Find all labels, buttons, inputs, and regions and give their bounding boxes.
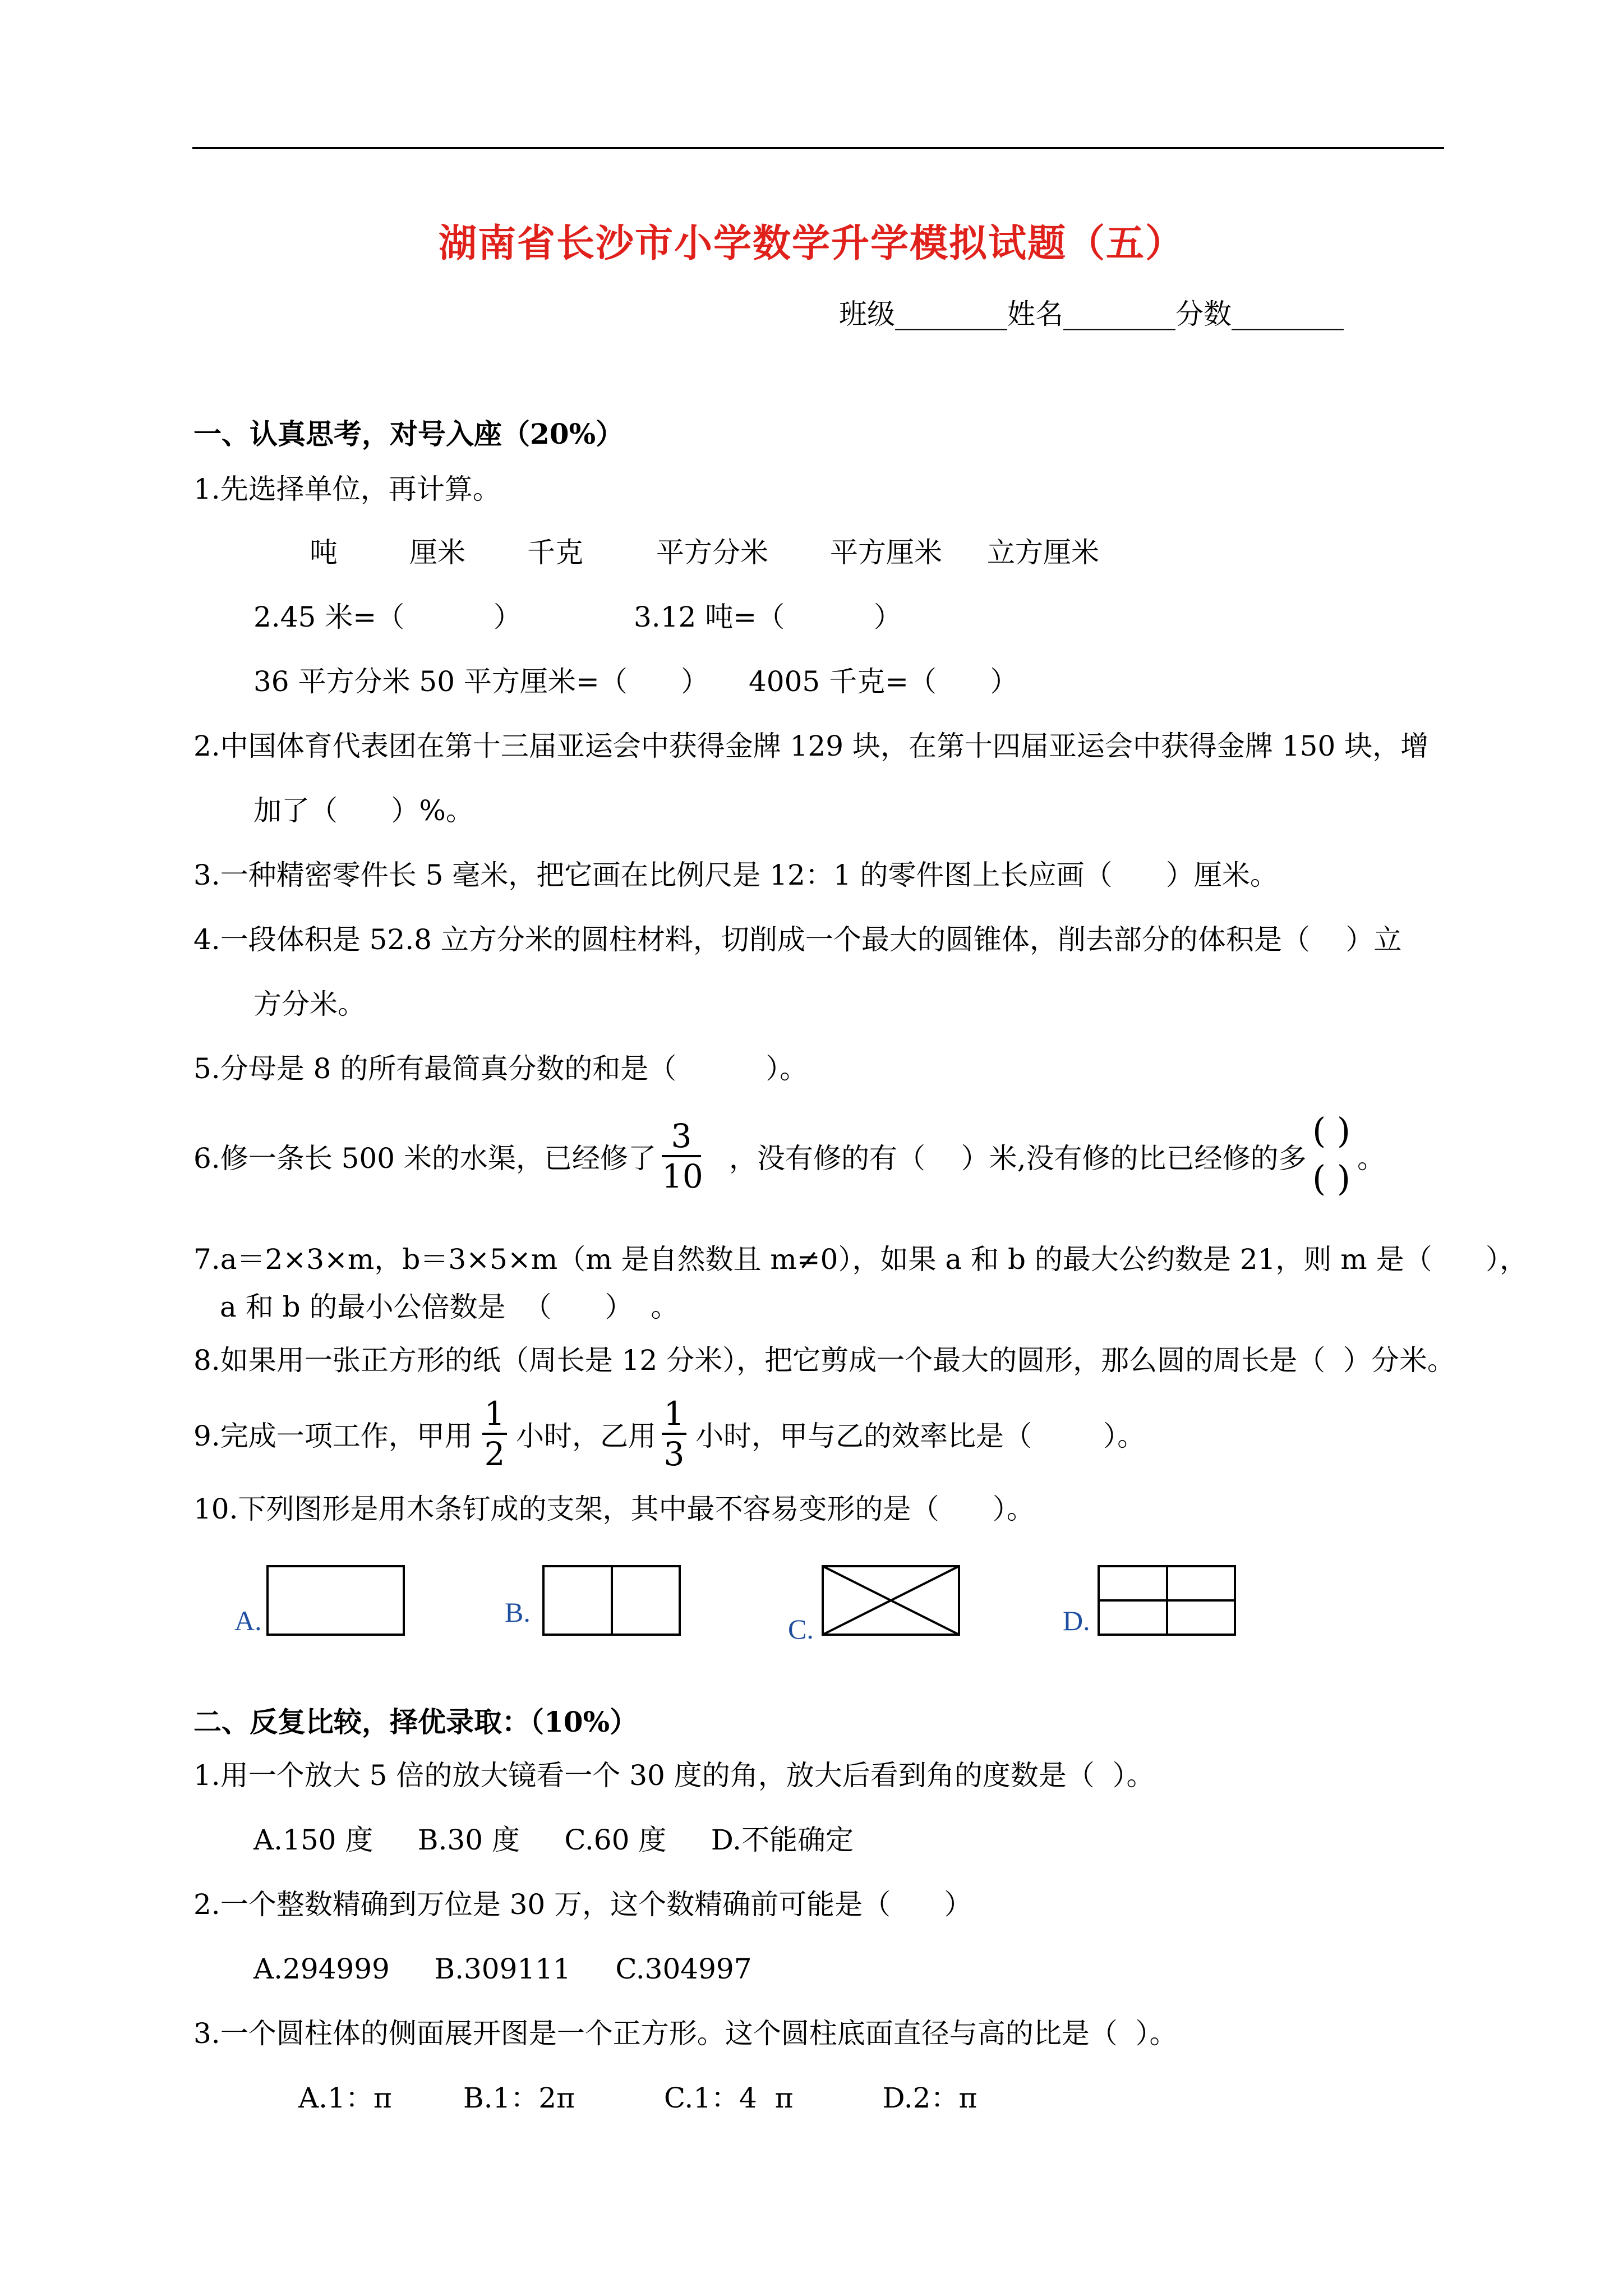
q4-line1: 4.一段体积是 52.8 立方分米的圆柱材料，切削成一个最大的圆锥体，削去部分的体积是（ ）立: [193, 923, 1402, 956]
q9-part2: 小时，乙用: [516, 1420, 656, 1452]
q2-line2: 加了（ ）%。: [253, 794, 474, 827]
figure-d-grid-rectangle: [1098, 1565, 1238, 1638]
s2-q3-options: A.1：π B.1：2π C.1：4 π D.2：π: [298, 2082, 978, 2114]
q9-fraction2-denominator: 3: [663, 1435, 685, 1473]
unit-option: 千克: [527, 536, 583, 569]
q1-stem: 1.先选择单位，再计算。: [193, 473, 501, 505]
q6-paren-bottom: ( ): [1312, 1158, 1351, 1199]
option-label-c: C.: [788, 1613, 814, 1645]
s2-q1: 1.用一个放大 5 倍的放大镜看一个 30 度的角，放大后看到角的度数是（ ）。: [193, 1759, 1155, 1792]
q6-part2: ，没有修的有（ ）米,没有修的比已经修的多: [729, 1142, 1307, 1175]
q1-blank-c: 36 平方分米 50 平方厘米=（ ）: [253, 665, 709, 698]
q9-fraction2-numerator: 1: [663, 1395, 685, 1433]
q7-line2: a 和 b 的最小公倍数是 （ ） 。: [220, 1291, 679, 1323]
unit-option: 厘米: [409, 536, 465, 569]
option-label-d: D.: [1063, 1605, 1090, 1636]
q9-fraction1-denominator: 2: [484, 1435, 505, 1473]
q6-fraction-numerator: 3: [671, 1117, 692, 1155]
q6-paren-top: ( ): [1312, 1110, 1351, 1151]
q10: 10.下列图形是用木条钉成的支架，其中最不容易变形的是（ ）。: [193, 1493, 1035, 1525]
q6-part1: 6.修一条长 500 米的水渠，已经修了: [193, 1142, 656, 1175]
q9-fraction-1: [482, 1397, 507, 1471]
q4-line2: 方分米。: [253, 988, 366, 1020]
figure-a-rectangle: [266, 1565, 407, 1638]
q9-fraction-2: [662, 1397, 686, 1471]
option-label-a: A.: [234, 1605, 262, 1636]
q5: 5.分母是 8 的所有最简真分数的和是（ ）。: [193, 1052, 808, 1085]
unit-option: 平方厘米: [830, 536, 942, 569]
q6-fraction: [662, 1119, 701, 1193]
student-info: 班级________姓名________分数________: [839, 298, 1344, 330]
q1-blank-b: 3.12 吨=（ ）: [634, 601, 902, 633]
s2-q1-options: A.150 度 B.30 度 C.60 度 D.不能确定: [253, 1824, 854, 1856]
option-label-b: B.: [505, 1596, 531, 1628]
q2-line1: 2.中国体育代表团在第十三届亚运会中获得金牌 129 块，在第十四届亚运会中获得金牌 150 块，增: [193, 730, 1429, 762]
q9-fraction1-numerator: 1: [484, 1395, 505, 1433]
q1-blank-d: 4005 千克=（ ）: [749, 665, 1018, 698]
q9-part1: 9.完成一项工作，甲用: [193, 1420, 473, 1452]
section1-heading: 一、认真思考，对号入座（20%）: [193, 417, 624, 450]
q9-part3: 小时，甲与乙的效率比是（ ）。: [695, 1420, 1146, 1452]
figure-c-braced-rectangle: [822, 1565, 962, 1638]
s2-q2: 2.一个整数精确到万位是 30 万，这个数精确前可能是（ ）: [193, 1888, 972, 1921]
section2-heading: 二、反复比较，择优录取：（10%）: [193, 1705, 638, 1738]
q1-blank-a: 2.45 米=（ ）: [253, 601, 522, 633]
q3: 3.一种精密零件长 5 毫米，把它画在比例尺是 12：1 的零件图上长应画（ ）厘米。: [193, 859, 1278, 891]
q7-line1: 7.a＝2×3×m，b＝3×5×m（m 是自然数且 m≠0），如果 a 和 b 的最大公约数是 21，则 m 是（ ），: [193, 1243, 1528, 1276]
unit-option: 吨: [310, 536, 338, 569]
top-rule: [192, 147, 1444, 149]
q6-part3: 。: [1357, 1142, 1385, 1175]
page-title: 湖南省长沙市小学数学升学模拟试题（五）: [438, 221, 1184, 266]
figure-b-split-rectangle: [542, 1565, 683, 1638]
q6-fraction-denominator: 10: [662, 1157, 703, 1195]
s2-q3: 3.一个圆柱体的侧面展开图是一个正方形。这个圆柱底面直径与高的比是（ ）。: [193, 2017, 1178, 2050]
unit-option: 平方分米: [656, 536, 768, 569]
s2-q2-options: A.294999 B.309111 C.304997: [253, 1953, 752, 1985]
unit-option: 立方厘米: [987, 536, 1099, 569]
q8: 8.如果用一张正方形的纸（周长是 12 分米），把它剪成一个最大的圆形，那么圆的周长是（ ）分米。: [193, 1344, 1455, 1377]
